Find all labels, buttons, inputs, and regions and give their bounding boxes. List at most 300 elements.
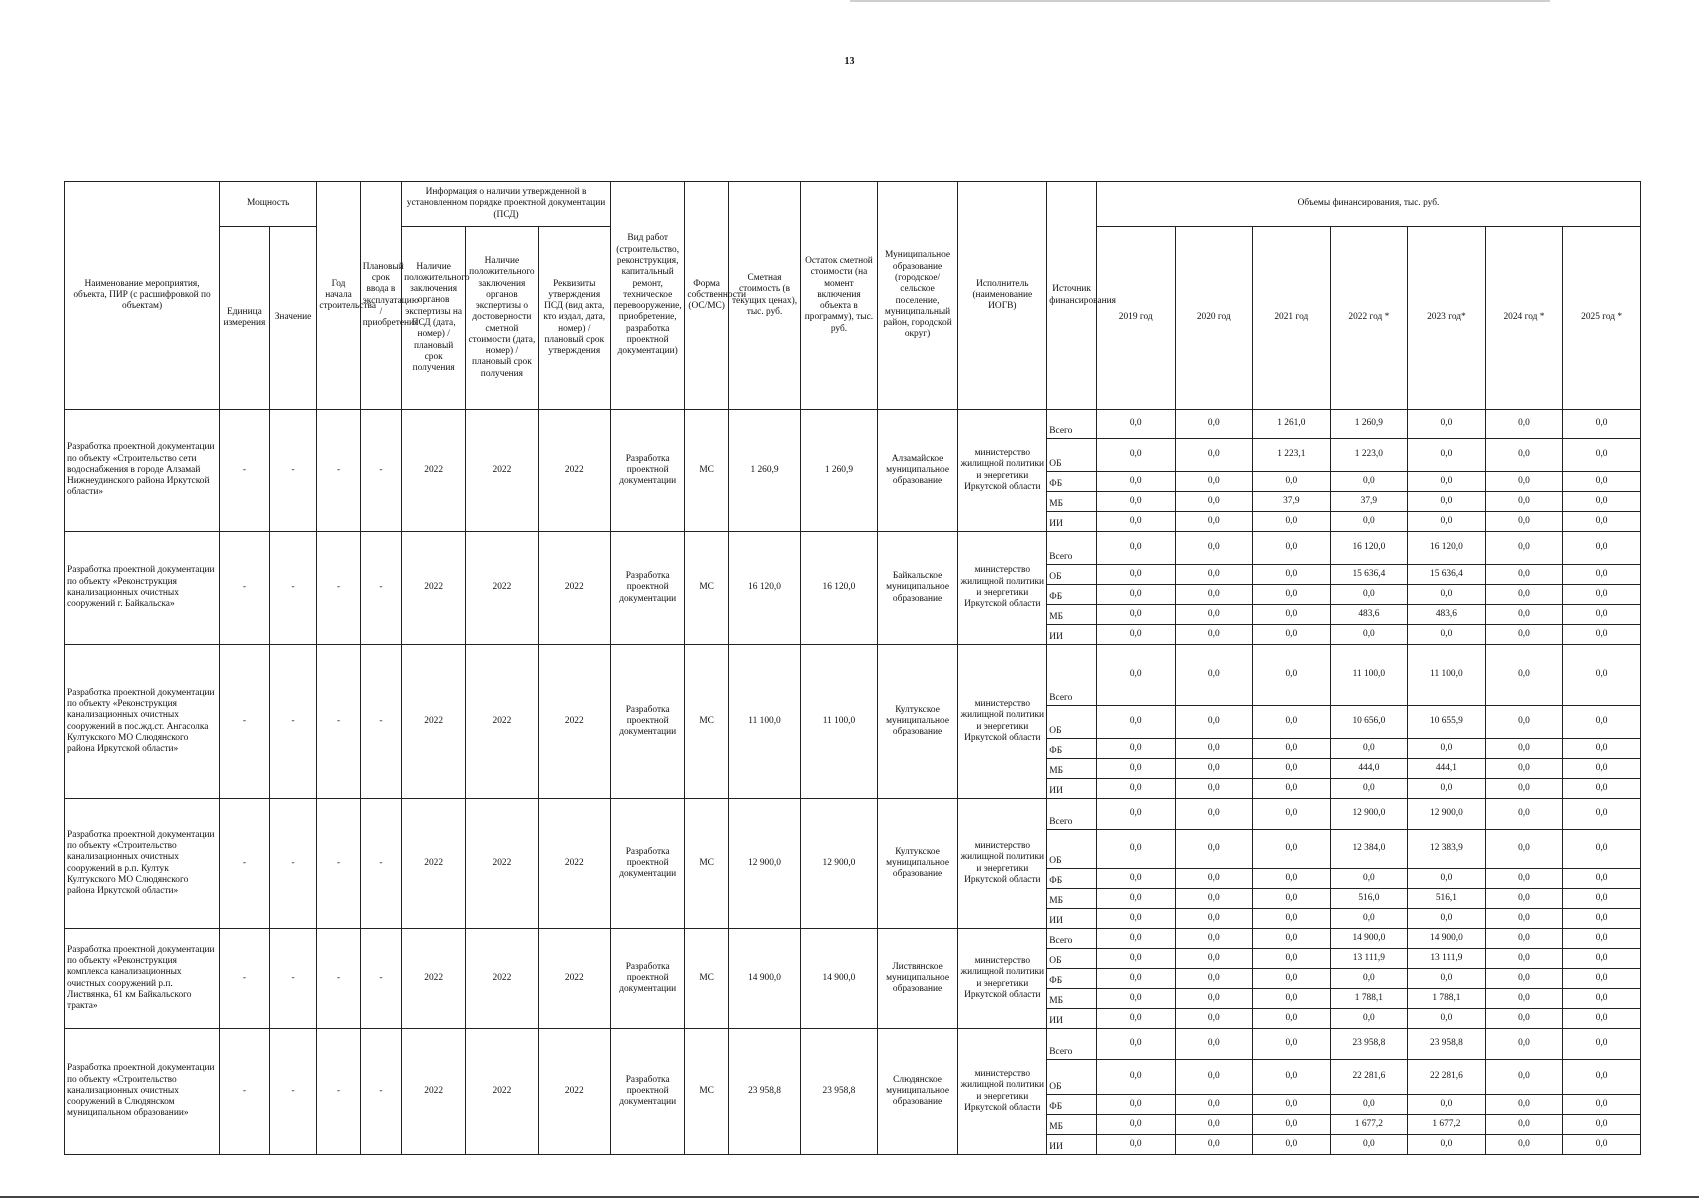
cell-finance-value: 0,0 (1175, 779, 1253, 799)
cell-psd1: 2022 (402, 929, 466, 1029)
cell-finance-value: 1 677,2 (1330, 1115, 1408, 1135)
header-row-1 (65, 182, 1641, 227)
cell-finance-value: 0,0 (1330, 779, 1408, 799)
cell-finance-value: 0,0 (1563, 565, 1641, 585)
cell-finance-value: 0,0 (1563, 830, 1641, 869)
cell-finance-value: 0,0 (1096, 532, 1175, 565)
cell-funding-source: ИИ (1047, 1135, 1097, 1155)
cell-funding-source: ОБ (1047, 830, 1097, 869)
cell-unit: - (220, 929, 270, 1029)
cell-finance-value: 0,0 (1175, 739, 1253, 759)
cell-finance-value: 0,0 (1253, 869, 1331, 889)
cell-owner: МС (685, 1029, 728, 1155)
cell-finance-value: 0,0 (1175, 1060, 1253, 1095)
cell-unit: - (220, 532, 270, 645)
investment-table (64, 181, 1641, 1155)
cell-funding-source: ФБ (1047, 472, 1097, 492)
cell-finance-value: 0,0 (1175, 929, 1253, 949)
cell-funding-source: ОБ (1047, 1060, 1097, 1095)
cell-finance-value: 0,0 (1253, 909, 1331, 929)
cell-finance-value: 0,0 (1563, 605, 1641, 625)
cell-finance-value: 0,0 (1563, 779, 1641, 799)
cell-name: Разработка проектной документации по объекту «Реконструкция комплекса канализационных очистных сооружений р.п. Листвянка, 61 км Байкальского тракта» (65, 929, 220, 1029)
table-row (65, 645, 1641, 706)
cell-finance-value: 0,0 (1408, 472, 1486, 492)
cell-finance-value: 0,0 (1096, 645, 1175, 706)
cell-finance-value: 37,9 (1330, 492, 1408, 512)
cell-finance-value: 0,0 (1485, 410, 1563, 439)
cell-finance-value: 0,0 (1485, 909, 1563, 929)
cell-finance-value: 0,0 (1563, 439, 1641, 472)
cell-finance-value: 0,0 (1485, 1009, 1563, 1029)
cell-finance-value: 483,6 (1408, 605, 1486, 625)
cell-municipality: Култукское муниципальное образование (877, 645, 958, 799)
cell-remaining: 12 900,0 (801, 799, 878, 929)
cell-finance-value: 0,0 (1485, 929, 1563, 949)
cell-estimate: 23 958,8 (728, 1029, 800, 1155)
cell-term: - (360, 929, 401, 1029)
header-year-2025: 2025 год * (1563, 227, 1641, 410)
cell-finance-value: 15 636,4 (1408, 565, 1486, 585)
cell-finance-value: 0,0 (1096, 605, 1175, 625)
cell-finance-value: 0,0 (1563, 1095, 1641, 1115)
header-finance: Объемы финансирования, тыс. руб. (1096, 182, 1640, 227)
cell-finance-value: 0,0 (1563, 1009, 1641, 1029)
cell-value: - (269, 645, 317, 799)
cell-finance-value: 0,0 (1175, 532, 1253, 565)
cell-finance-value: 0,0 (1175, 439, 1253, 472)
cell-finance-value: 0,0 (1096, 1060, 1175, 1095)
cell-finance-value: 0,0 (1175, 969, 1253, 989)
cell-finance-value: 0,0 (1485, 1115, 1563, 1135)
cell-finance-value: 22 281,6 (1408, 1060, 1486, 1095)
cell-finance-value: 0,0 (1096, 410, 1175, 439)
cell-name: Разработка проектной документации по объекту «Реконструкция канализационных очистных сооружений в пос.жд.ст. Ангасолка Култукского МО Слюдянского района Иркутской области» (65, 645, 220, 799)
cell-finance-value: 0,0 (1408, 1095, 1486, 1115)
cell-finance-value: 0,0 (1096, 869, 1175, 889)
cell-finance-value: 0,0 (1408, 869, 1486, 889)
cell-finance-value: 10 656,0 (1330, 706, 1408, 739)
cell-finance-value: 0,0 (1563, 1115, 1641, 1135)
cell-funding-source: Всего (1047, 645, 1097, 706)
cell-executor: министерство жилищной политики и энергетики Иркутской области (958, 645, 1047, 799)
cell-psd2: 2022 (466, 645, 538, 799)
cell-finance-value: 0,0 (1485, 532, 1563, 565)
cell-finance-value: 0,0 (1096, 585, 1175, 605)
cell-finance-value: 13 111,9 (1330, 949, 1408, 969)
cell-finance-value: 0,0 (1408, 492, 1486, 512)
cell-finance-value: 0,0 (1330, 1135, 1408, 1155)
cell-psd1: 2022 (402, 532, 466, 645)
cell-finance-value: 0,0 (1096, 1115, 1175, 1135)
table-row (65, 1029, 1641, 1060)
cell-finance-value: 12 383,9 (1408, 830, 1486, 869)
cell-work: Разработка проектной документации (610, 799, 684, 929)
cell-municipality: Листвянское муниципальное образование (877, 929, 958, 1029)
cell-work: Разработка проектной документации (610, 645, 684, 799)
cell-finance-value: 444,0 (1330, 759, 1408, 779)
cell-unit: - (220, 410, 270, 532)
cell-finance-value: 0,0 (1330, 512, 1408, 532)
cell-finance-value: 0,0 (1563, 492, 1641, 512)
top-scan-rule (850, 0, 1550, 2)
cell-owner: МС (685, 532, 728, 645)
cell-term: - (360, 532, 401, 645)
cell-finance-value: 0,0 (1175, 472, 1253, 492)
cell-start: - (317, 645, 360, 799)
cell-executor: министерство жилищной политики и энергетики Иркутской области (958, 799, 1047, 929)
cell-finance-value: 0,0 (1253, 759, 1331, 779)
cell-finance-value: 0,0 (1563, 929, 1641, 949)
cell-finance-value: 0,0 (1408, 410, 1486, 439)
cell-funding-source: МБ (1047, 989, 1097, 1009)
page-number: 13 (844, 56, 855, 67)
cell-finance-value: 0,0 (1563, 989, 1641, 1009)
cell-psd2: 2022 (466, 799, 538, 929)
cell-finance-value: 1 223,1 (1253, 439, 1331, 472)
cell-finance-value: 0,0 (1096, 512, 1175, 532)
cell-finance-value: 0,0 (1175, 759, 1253, 779)
cell-finance-value: 0,0 (1330, 969, 1408, 989)
header-unit: Единица измерения (220, 227, 270, 410)
cell-finance-value: 0,0 (1175, 410, 1253, 439)
cell-finance-value: 0,0 (1408, 909, 1486, 929)
cell-finance-value: 0,0 (1096, 472, 1175, 492)
cell-funding-source: МБ (1047, 759, 1097, 779)
cell-work: Разработка проектной документации (610, 410, 684, 532)
cell-finance-value: 15 636,4 (1330, 565, 1408, 585)
cell-psd3: 2022 (538, 645, 610, 799)
cell-finance-value: 0,0 (1175, 492, 1253, 512)
cell-finance-value: 12 900,0 (1330, 799, 1408, 830)
cell-finance-value: 0,0 (1485, 1029, 1563, 1060)
header-year-2024: 2024 год * (1485, 227, 1563, 410)
cell-work: Разработка проектной документации (610, 1029, 684, 1155)
cell-finance-value: 516,1 (1408, 889, 1486, 909)
header-year-2021: 2021 год (1253, 227, 1331, 410)
cell-finance-value: 0,0 (1563, 472, 1641, 492)
cell-finance-value: 0,0 (1330, 472, 1408, 492)
cell-finance-value: 0,0 (1096, 1009, 1175, 1029)
cell-finance-value: 444,1 (1408, 759, 1486, 779)
cell-finance-value: 0,0 (1253, 929, 1331, 949)
cell-finance-value: 0,0 (1175, 830, 1253, 869)
cell-finance-value: 11 100,0 (1408, 645, 1486, 706)
cell-funding-source: ИИ (1047, 909, 1097, 929)
cell-finance-value: 0,0 (1563, 739, 1641, 759)
cell-finance-value: 0,0 (1253, 830, 1331, 869)
cell-value: - (269, 929, 317, 1029)
cell-psd1: 2022 (402, 410, 466, 532)
bottom-scan-rule (0, 1196, 1699, 1198)
cell-finance-value: 0,0 (1563, 1135, 1641, 1155)
cell-finance-value: 0,0 (1253, 565, 1331, 585)
cell-finance-value: 0,0 (1175, 1135, 1253, 1155)
cell-finance-value: 1 223,0 (1330, 439, 1408, 472)
cell-finance-value: 0,0 (1175, 645, 1253, 706)
cell-finance-value: 16 120,0 (1408, 532, 1486, 565)
cell-finance-value: 0,0 (1253, 605, 1331, 625)
cell-finance-value: 0,0 (1330, 1095, 1408, 1115)
cell-finance-value: 0,0 (1096, 1095, 1175, 1115)
cell-finance-value: 0,0 (1096, 565, 1175, 585)
header-year-2020: 2020 год (1175, 227, 1253, 410)
cell-funding-source: Всего (1047, 929, 1097, 949)
cell-finance-value: 0,0 (1096, 759, 1175, 779)
cell-municipality: Байкальское муниципальное образование (877, 532, 958, 645)
cell-psd3: 2022 (538, 410, 610, 532)
cell-finance-value: 14 900,0 (1330, 929, 1408, 949)
cell-finance-value: 0,0 (1175, 605, 1253, 625)
cell-finance-value: 0,0 (1175, 989, 1253, 1009)
cell-finance-value: 0,0 (1563, 1060, 1641, 1095)
cell-start: - (317, 410, 360, 532)
cell-value: - (269, 799, 317, 929)
cell-finance-value: 0,0 (1330, 739, 1408, 759)
cell-finance-value: 0,0 (1253, 532, 1331, 565)
cell-finance-value: 0,0 (1175, 909, 1253, 929)
cell-finance-value: 0,0 (1485, 472, 1563, 492)
cell-psd2: 2022 (466, 410, 538, 532)
cell-finance-value: 0,0 (1096, 739, 1175, 759)
cell-finance-value: 0,0 (1485, 779, 1563, 799)
cell-finance-value: 1 261,0 (1253, 410, 1331, 439)
cell-finance-value: 0,0 (1408, 439, 1486, 472)
cell-finance-value: 0,0 (1175, 799, 1253, 830)
cell-finance-value: 0,0 (1485, 706, 1563, 739)
header-psd-cost: Наличие положительного заключения органов экспертизы о достоверности сметной стоимости (дата, номер) / плановый срок получения (466, 227, 538, 410)
cell-municipality: Слюдянское муниципальное образование (877, 1029, 958, 1155)
cell-finance-value: 0,0 (1485, 1135, 1563, 1155)
cell-estimate: 12 900,0 (728, 799, 800, 929)
cell-finance-value: 0,0 (1408, 1135, 1486, 1155)
cell-finance-value: 0,0 (1485, 645, 1563, 706)
cell-funding-source: ФБ (1047, 585, 1097, 605)
cell-finance-value: 0,0 (1253, 625, 1331, 645)
cell-finance-value: 0,0 (1253, 512, 1331, 532)
cell-finance-value: 0,0 (1175, 1009, 1253, 1029)
cell-finance-value: 0,0 (1485, 739, 1563, 759)
cell-finance-value: 13 111,9 (1408, 949, 1486, 969)
cell-finance-value: 0,0 (1096, 1135, 1175, 1155)
cell-finance-value: 0,0 (1253, 1095, 1331, 1115)
cell-remaining: 1 260,9 (801, 410, 878, 532)
cell-finance-value: 0,0 (1563, 645, 1641, 706)
cell-value: - (269, 532, 317, 645)
cell-finance-value: 0,0 (1253, 1060, 1331, 1095)
header-estimate: Сметная стоимость (в текущих ценах), тыс. руб. (728, 182, 800, 410)
cell-finance-value: 0,0 (1485, 969, 1563, 989)
cell-finance-value: 0,0 (1485, 439, 1563, 472)
cell-finance-value: 0,0 (1408, 512, 1486, 532)
cell-estimate: 11 100,0 (728, 645, 800, 799)
cell-finance-value: 0,0 (1253, 989, 1331, 1009)
cell-funding-source: ОБ (1047, 439, 1097, 472)
cell-finance-value: 0,0 (1330, 625, 1408, 645)
cell-funding-source: ОБ (1047, 565, 1097, 585)
cell-finance-value: 0,0 (1408, 779, 1486, 799)
cell-municipality: Алзамайское муниципальное образование (877, 410, 958, 532)
header-psd-expert: Наличие положительного заключения органов экспертизы на ПСД (дата, номер) / плановый срок получения (402, 227, 466, 410)
cell-funding-source: МБ (1047, 605, 1097, 625)
cell-value: - (269, 410, 317, 532)
header-planned-term: Плановый срок ввода в эксплуатацию / приобретения (360, 182, 401, 410)
cell-term: - (360, 410, 401, 532)
cell-name: Разработка проектной документации по объекту «Строительство канализационных очистных сооружений в р.п. Култук Култукского МО Слюдянского района Иркутской области» (65, 799, 220, 929)
cell-estimate: 16 120,0 (728, 532, 800, 645)
cell-finance-value: 0,0 (1096, 779, 1175, 799)
cell-psd2: 2022 (466, 929, 538, 1029)
cell-finance-value: 0,0 (1175, 512, 1253, 532)
cell-owner: МС (685, 799, 728, 929)
cell-finance-value: 0,0 (1485, 492, 1563, 512)
cell-finance-value: 0,0 (1563, 625, 1641, 645)
cell-finance-value: 0,0 (1330, 1009, 1408, 1029)
cell-finance-value: 483,6 (1330, 605, 1408, 625)
cell-unit: - (220, 1029, 270, 1155)
table-row (65, 532, 1641, 565)
cell-psd1: 2022 (402, 1029, 466, 1155)
cell-work: Разработка проектной документации (610, 532, 684, 645)
cell-name: Разработка проектной документации по объекту «Строительство канализационных очистных сооружений в Слюдянском муниципальном образовании» (65, 1029, 220, 1155)
cell-work: Разработка проектной документации (610, 929, 684, 1029)
cell-funding-source: Всего (1047, 799, 1097, 830)
header-ownership: Форма собственности (ОС/МС) (685, 182, 728, 410)
cell-finance-value: 0,0 (1485, 949, 1563, 969)
cell-finance-value: 1 260,9 (1330, 410, 1408, 439)
table-body (65, 410, 1641, 1155)
cell-finance-value: 0,0 (1253, 706, 1331, 739)
cell-finance-value: 0,0 (1563, 706, 1641, 739)
cell-start: - (317, 1029, 360, 1155)
cell-finance-value: 16 120,0 (1330, 532, 1408, 565)
cell-finance-value: 0,0 (1485, 869, 1563, 889)
cell-finance-value: 0,0 (1096, 929, 1175, 949)
header-name: Наименование мероприятия, объекта, ПИР (с расшифровкой по объектам) (65, 182, 220, 410)
header-executor: Исполнитель (наименование ИОГВ) (958, 182, 1047, 410)
cell-finance-value: 0,0 (1485, 1060, 1563, 1095)
cell-finance-value: 0,0 (1485, 605, 1563, 625)
header-value: Значение (269, 227, 317, 410)
cell-start: - (317, 929, 360, 1029)
cell-finance-value: 0,0 (1563, 949, 1641, 969)
cell-term: - (360, 645, 401, 799)
cell-finance-value: 0,0 (1253, 472, 1331, 492)
cell-finance-value: 0,0 (1563, 799, 1641, 830)
cell-finance-value: 0,0 (1330, 585, 1408, 605)
cell-finance-value: 0,0 (1330, 909, 1408, 929)
cell-finance-value: 0,0 (1408, 739, 1486, 759)
cell-finance-value: 0,0 (1175, 1095, 1253, 1115)
cell-finance-value: 0,0 (1096, 889, 1175, 909)
cell-funding-source: ИИ (1047, 625, 1097, 645)
cell-finance-value: 0,0 (1253, 949, 1331, 969)
cell-remaining: 11 100,0 (801, 645, 878, 799)
cell-psd2: 2022 (466, 532, 538, 645)
cell-start: - (317, 532, 360, 645)
header-psd-requisites: Реквизиты утверждения ПСД (вид акта, кто издал, дата, номер) / плановый срок утверждения (538, 227, 610, 410)
cell-psd3: 2022 (538, 929, 610, 1029)
cell-finance-value: 14 900,0 (1408, 929, 1486, 949)
cell-finance-value: 0,0 (1175, 889, 1253, 909)
cell-finance-value: 0,0 (1485, 1095, 1563, 1115)
cell-funding-source: Всего (1047, 1029, 1097, 1060)
cell-finance-value: 0,0 (1253, 585, 1331, 605)
cell-term: - (360, 799, 401, 929)
cell-finance-value: 0,0 (1485, 889, 1563, 909)
header-remaining: Остаток сметной стоимости (на момент включения объекта в программу), тыс. руб. (801, 182, 878, 410)
header-start-year: Год начала строительства (317, 182, 360, 410)
cell-unit: - (220, 799, 270, 929)
cell-finance-value: 0,0 (1253, 1135, 1331, 1155)
cell-funding-source: Всего (1047, 410, 1097, 439)
cell-finance-value: 0,0 (1563, 759, 1641, 779)
cell-funding-source: Всего (1047, 532, 1097, 565)
cell-finance-value: 0,0 (1253, 739, 1331, 759)
cell-psd1: 2022 (402, 645, 466, 799)
cell-finance-value: 23 958,8 (1330, 1029, 1408, 1060)
cell-psd1: 2022 (402, 799, 466, 929)
cell-finance-value: 0,0 (1330, 869, 1408, 889)
cell-finance-value: 0,0 (1175, 949, 1253, 969)
cell-finance-value: 0,0 (1096, 909, 1175, 929)
cell-finance-value: 0,0 (1096, 625, 1175, 645)
cell-finance-value: 0,0 (1485, 512, 1563, 532)
header-work-type: Вид работ (строительство, реконструкция, капитальный ремонт, техническое перевооружение, приобретение, разработка проектной документации) (610, 182, 684, 410)
table-row (65, 929, 1641, 949)
cell-finance-value: 0,0 (1485, 565, 1563, 585)
cell-finance-value: 0,0 (1253, 1115, 1331, 1135)
cell-unit: - (220, 645, 270, 799)
cell-finance-value: 0,0 (1563, 585, 1641, 605)
cell-executor: министерство жилищной политики и энергетики Иркутской области (958, 1029, 1047, 1155)
cell-finance-value: 10 655,9 (1408, 706, 1486, 739)
cell-finance-value: 0,0 (1253, 645, 1331, 706)
cell-psd2: 2022 (466, 1029, 538, 1155)
cell-psd3: 2022 (538, 1029, 610, 1155)
cell-finance-value: 12 900,0 (1408, 799, 1486, 830)
cell-start: - (317, 799, 360, 929)
cell-finance-value: 0,0 (1408, 625, 1486, 645)
cell-funding-source: МБ (1047, 1115, 1097, 1135)
cell-owner: МС (685, 929, 728, 1029)
cell-funding-source: ФБ (1047, 869, 1097, 889)
cell-finance-value: 0,0 (1253, 1009, 1331, 1029)
cell-finance-value: 0,0 (1253, 969, 1331, 989)
cell-psd3: 2022 (538, 532, 610, 645)
cell-name: Разработка проектной документации по объекту «Реконструкция канализационных очистных сооружений г. Байкальска» (65, 532, 220, 645)
cell-finance-value: 0,0 (1253, 799, 1331, 830)
cell-municipality: Култукское муниципальное образование (877, 799, 958, 929)
cell-funding-source: МБ (1047, 492, 1097, 512)
cell-value: - (269, 1029, 317, 1155)
cell-remaining: 14 900,0 (801, 929, 878, 1029)
cell-finance-value: 0,0 (1563, 909, 1641, 929)
table-row (65, 799, 1641, 830)
cell-finance-value: 1 788,1 (1408, 989, 1486, 1009)
cell-funding-source: ИИ (1047, 1009, 1097, 1029)
cell-funding-source: ФБ (1047, 969, 1097, 989)
cell-finance-value: 0,0 (1485, 989, 1563, 1009)
header-psd-info: Информация о наличии утвержденной в установленном порядке проектной документации (ПСД) (402, 182, 611, 227)
cell-finance-value: 0,0 (1485, 799, 1563, 830)
cell-finance-value: 0,0 (1175, 706, 1253, 739)
cell-funding-source: ФБ (1047, 739, 1097, 759)
cell-funding-source: МБ (1047, 889, 1097, 909)
cell-name: Разработка проектной документации по объекту «Строительство сети водоснабжения в городе Алзамай Нижнеудинского района Иркутской области» (65, 410, 220, 532)
cell-finance-value: 0,0 (1485, 625, 1563, 645)
cell-finance-value: 0,0 (1563, 889, 1641, 909)
